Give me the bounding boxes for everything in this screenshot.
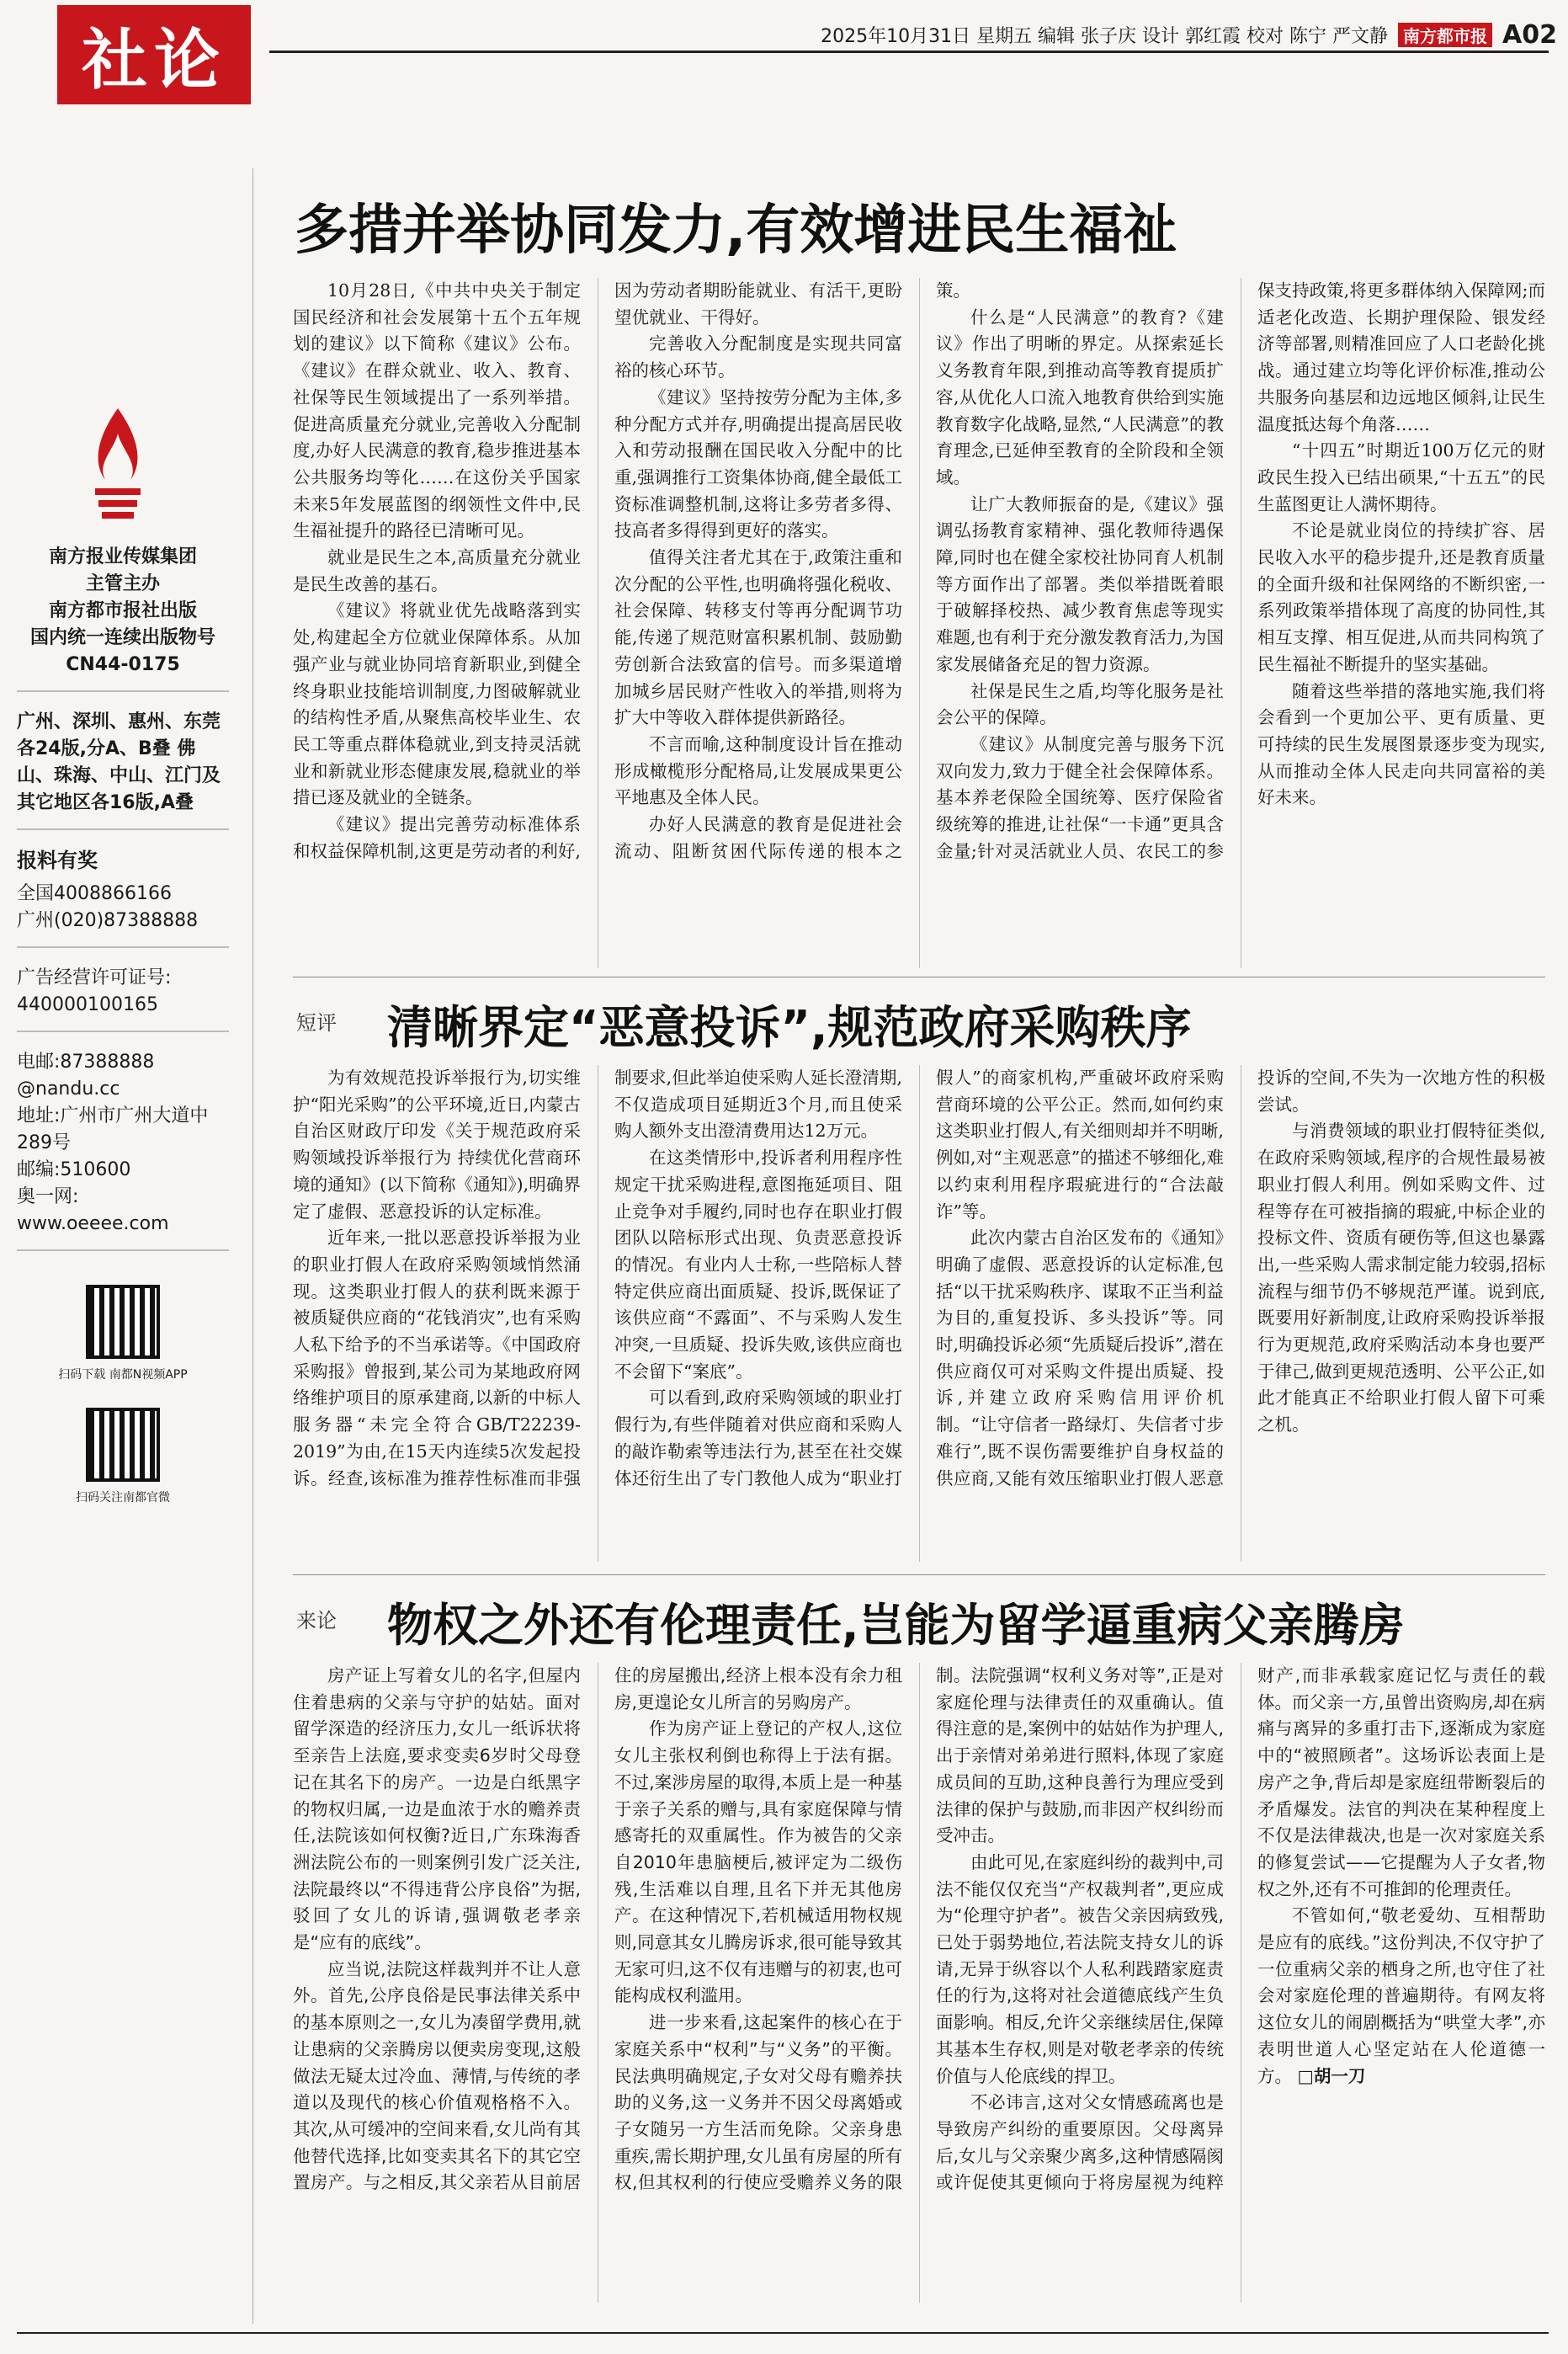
paragraph: 《建议》坚持按劳分配为主体,多种分配方式并存,明确提出提高居民收入和劳动报酬在国民收入分配中的比重,强调推行工资集体协商,健全最低工资标准调整机制,这将让多劳者多得、技高者多得得到更好的落实。 bbox=[614, 386, 902, 541]
article2-body bbox=[293, 1065, 1545, 1562]
ad-license-number: 440000100165 bbox=[17, 994, 158, 1015]
paragraph: 不言而喻,这种制度设计旨在推动形成橄榄形分配格局,让发展成果更公平地惠及全体人民。 bbox=[614, 733, 902, 808]
website-link[interactable]: www.oeeee.com bbox=[17, 1213, 169, 1234]
paragraph: 社保是民生之盾,均等化服务是社会公平的保障。 bbox=[936, 680, 1224, 728]
paragraph: 办好人民满意的教育是促进社会流动、阻断贫困代际传递的根本之策。 bbox=[614, 280, 970, 861]
paragraph: 《建议》提出完善劳动标准体系和权益保障机制,这更是劳动者的利好,因为劳动者期盼能就业、有活干,更盼望优就业、干得好。 bbox=[293, 280, 902, 861]
tips-phone: 广州(020)87388888 bbox=[17, 910, 199, 931]
paragraph: 近年来,一批以恶意投诉举报为业的职业打假人在政府采购领域悄然涌现。这类职业打假人的获利既来源于被质疑供应商的“花钱消灾”,也有采购人私下给予的不当承诺等。《中国政府采购报》曾报到,某公司为某地政府网络维护项目的原承建商,以新的中标人服务器“未完全符合GB/T22239-2019”为由,在15天内连续5次发起投诉。经查,该标准为推荐性标准而非强制要求,但此举迫使采购人延长澄清期,不仅造成项目延期近3个月,而且使采购人额外支出澄清费用达12万元。 bbox=[293, 1068, 902, 1489]
author-byline: □胡一刀 bbox=[1297, 2065, 1366, 2086]
section-tag: 社论 bbox=[57, 5, 251, 104]
tips-title: 报料有奖 bbox=[17, 849, 98, 872]
contact-block bbox=[17, 1044, 229, 1251]
sidebar-divider bbox=[252, 168, 253, 2324]
date-line: 2025年10月31日 星期五 编辑 张子庆 设计 郭红霞 校对 陈宁 严文静 bbox=[821, 25, 1389, 47]
paragraph: 在这类情形中,投诉者利用程序性规定干扰采购进程,意图拖延项目、阻止竞争对手履约,同时也存在职业打假团队以陪标形式出现、负责恶意投诉的情况。有业内人士称,一些陪标人替特定供应商出面质疑、投诉,既保证了该供应商“不露面”、不与采购人发生冲突,一旦质疑、投诉失败,该供应商也不会留下“案底”。 bbox=[614, 1148, 902, 1382]
paragraph-text: 不管如何,“敬老爱幼、互相帮助是应有的底线。”这份判决,不仅守护了一位重病父亲的栖身之所,也守住了社会对家庭伦理的普遍期待。有网友将这位女儿的闹剧概括为“哄堂大孝”,亦表明世道人心坚定站在人伦道德一方。 bbox=[1257, 1905, 1545, 2086]
paragraph: 什么是“人民满意”的教育?《建议》作出了明晰的界定。从探索延长义务教育年限,到推动高等教育提质扩容,从优化人口流入地教育供给到实施教育数字化战略,显然,“人民满意”的教育理念,已延伸至教育的全阶段和全领域。 bbox=[936, 306, 1224, 487]
masthead-logo: 南方都市报 bbox=[1398, 23, 1492, 47]
qr-code-icon[interactable] bbox=[86, 1285, 160, 1359]
header-meta bbox=[821, 19, 1557, 50]
paragraph: 进一步来看,这起案件的核心在于家庭关系中“权利”与“义务”的平衡。民法典明确规定,子女对父母有赡养扶助的义务,这一义务并不因父母离婚或子女随另一方生活而免除。父亲身患重疾,需长期护理,女儿虽有房屋的所有权,但其权利的行使应受赡养义务的限制。法院强调“权利义务对等”,正是对家庭伦理与法律责任的双重确认。值得注意的是,案例中的姑姑作为护理人,出于亲情对弟弟进行照料,体现了家庭成员间的互助,这种良善行为理应受到法律的保护与鼓励,而非因产权纠纷而受冲击。 bbox=[614, 1665, 1224, 2193]
ad-license-label: 广告经营许可证号: bbox=[17, 967, 172, 988]
paragraph: 随着这些举措的落地实施,我们将会看到一个更加公平、更有质量、更可持续的民生发展图景逐步变为现实,从而推动全体人民走向共同富裕的美好未来。 bbox=[1257, 680, 1545, 808]
tips-block bbox=[17, 842, 229, 948]
issn-label: 国内统一连续出版物号 bbox=[29, 627, 215, 648]
contact-phone: 电邮:87388888 bbox=[17, 1052, 155, 1073]
paragraph: 完善收入分配制度是实现共同富裕的核心环节。 bbox=[614, 333, 902, 381]
contact-email: @nandu.cc bbox=[17, 1078, 120, 1100]
header-rule bbox=[269, 51, 1549, 53]
contact-postcode: 邮编:510600 bbox=[17, 1159, 131, 1180]
tips-phone: 全国4008866166 bbox=[17, 883, 172, 904]
article1-body bbox=[293, 278, 1545, 968]
paragraph: 值得关注者尤其在于,政策注重和次分配的公平性,也明确将强化税收、社会保障、转移支付等再分配调节功能,传递了规范财富积累机制、鼓励勤劳创新合法致富的信号。而多渠道增加城乡居民财产性收入的举措,则将为扩大中等收入群体提供新路径。 bbox=[614, 547, 902, 728]
paragraph: 此次内蒙古自治区发布的《通知》明确了虚假、恶意投诉的认定标准,包括“以干扰采购秩序、谋取不正当利益为目的,重复投诉、多头投诉”等。同时,明确投诉必须“先质疑后投诉”,潜在供应商仅可对采购文件提出质疑、投诉,并建立政府采购信用评价机制。“让守信者一路绿灯、失信者寸步难行”,既不误伤需要维护自身权益的供应商,又能有效压缩职业打假人恶意投诉的空间,不失为一次地方性的积极尝试。 bbox=[936, 1068, 1545, 1489]
page-number: A02 bbox=[1502, 19, 1557, 50]
paragraph: “十四五”时期近100万亿元的财政民生投入已结出硕果,“十五五”的民生蓝图更让人满怀期待。 bbox=[1257, 440, 1545, 514]
paragraph: 与消费领域的职业打假特征类似,在政府采购领域,程序的合规性最易被职业打假人利用。例如采购文件、过程等存在可被指摘的瑕疵,中标企业的投标文件、资质有硬伤等,但这也暴露出,一些采购人需求制定能力较弱,招标流程与细节仍不够规范严谨。说到底,既要用好新制度,让政府采购投诉举报行为更规范,政府采购活动本身也要严于律己,做到更规范透明、公平公正,如此才能真正不给职业打假人留下可乘之机。 bbox=[1257, 1121, 1545, 1435]
paragraph: 应当说,法院这样裁判并不让人意外。首先,公序良俗是民事法律关系中的基本原则之一,女儿为凑留学费用,就让患病的父亲腾房以便卖房变现,这般做法无疑太过冷血、薄情,与传统的孝道以及现代的核心价值观格格不入。其次,从可缓冲的空间来看,女儿尚有其他替代选择,比如变卖其名下的其它空置房产。与之相反,其父亲若从目前居住的房屋搬出,经济上根本没有余力租房,更遑论女儿所言的另购房产。 bbox=[293, 1665, 902, 2193]
paragraph: 《建议》将就业优先战略落到实处,构建起全方位就业保障体系。从加强产业与就业协同培育新职业,到健全终身职业技能培训制度,力图破解就业的结构性矛盾,从聚焦高校毕业生、农民工等重点群体稳就业,到支持灵活就业和新就业形态健康发展,稳就业的举措已逐及就业的全链条。 bbox=[293, 600, 581, 808]
paragraph: 为有效规范投诉举报行为,切实维护“阳光采购”的公平环境,近日,内蒙古自治区财政厅印发《关于规范政府采购领域投诉举报行为 持续优化营商环境的通知》(以下简称《通知》),明确界定了虚假、恶意投诉的认定标准。 bbox=[293, 1068, 581, 1222]
qr-code-icon[interactable] bbox=[86, 1408, 160, 1482]
paragraph: 10月28日,《中共中央关于制定国民经济和社会发展第十五个五年规划的建议》以下简称《建议》公布。《建议》在群众就业、收入、教育、社保等民生领域提出了一系列举措。促进高质量充分就业,完善收入分配制度,办好人民满意的教育,稳步推进基本公共服务均等化……在这份关乎国家未来5年发展蓝图的纲领性文件中,民生福祉提升的路径已清晰可见。 bbox=[293, 280, 581, 541]
paragraph: 由此可见,在家庭纠纷的裁判中,司法不能仅仅充当“产权裁判者”,更应成为“伦理守护者”。被告父亲因病致残,已处于弱势地位,若法院支持女儿的诉请,无异于纵容以个人私利践踏家庭责任的行为,这将对社会道德底线产生负面影响。相反,允许父亲继续居住,保障其基本生存权,则是对敬老孝亲的传统价值与人伦底线的捍卫。 bbox=[936, 1851, 1224, 2086]
paragraph: 就业是民生之本,高质量充分就业是民生改善的基石。 bbox=[293, 547, 581, 594]
publisher-line: 南方报业传媒集团 bbox=[48, 546, 197, 567]
publisher-line: 南方都市报社出版 bbox=[48, 600, 197, 621]
sidebar bbox=[17, 539, 229, 1886]
paragraph: 《建议》从制度完善与服务下沉双向发力,致力于健全社会保障体系。基本养老保险全国统筹、医疗保险省级统筹的推进,让社保“一卡通”更具含金量;针对灵活就业人员、农民工的参保支持政策,将更多群体纳入保障网;而适老化改造、长期护理保险、银发经济等部署,则精准回应了人口老龄化挑战。通过建立均等化评价标准,推动公共服务向基层和边远地区倾斜,让民生温度抵达每个角落…… bbox=[936, 280, 1545, 861]
kicker-label: 短评 bbox=[296, 1011, 337, 1035]
article2-headline: 清晰界定“恶意投诉”,规范政府采购秩序 bbox=[387, 1001, 1192, 1054]
contact-address: 地址:广州市广州大道中289号 bbox=[17, 1105, 209, 1153]
paragraph: 房产证上写着女儿的名字,但屋内住着患病的父亲与守护的姑姑。面对留学深造的经济压力,女儿一纸诉状将至亲告上法庭,要求变卖6岁时父母登记在其名下的房产。一边是白纸黑字的物权归属,一边是血浓于水的赡养责任,法院该如何权衡?近日,广东珠海香洲法院公布的一则案例引发广泛关注,法院最终以“不得违背公序良俗”为据,驳回了女儿的诉请,强调敬老孝亲是“应有的底线”。 bbox=[293, 1665, 581, 1953]
footer-rule bbox=[17, 2332, 1549, 2334]
main-headline: 多措并举协同发力,有效增进民生福祉 bbox=[295, 200, 1177, 262]
ad-license-block bbox=[17, 960, 229, 1032]
qr-caption: 扫码关注南都官微 bbox=[76, 1491, 170, 1505]
paragraph bbox=[1257, 1903, 1545, 2090]
website-label: 奥一网: bbox=[17, 1186, 79, 1207]
qr-caption: 扫码下载 南都N视频APP bbox=[58, 1368, 188, 1382]
paragraph: 作为房产证上登记的产权人,这位女儿主张权利倒也称得上于法有据。不过,案涉房屋的取得,本质上是一种基于亲子关系的赠与,具有家庭保障与情感寄托的双重属性。作为被告的父亲自2010年患脑梗后,被评定为二级伤残,生活难以自理,且名下并无其他房产。在这种情况下,若机械适用物权规则,同意其女儿腾房诉求,很可能导致其无家可归,这不仅有违赠与的初衷,也可能构成权利滥用。 bbox=[614, 1718, 902, 2006]
editions: 广州、深圳、惠州、东莞各24版,分A、B叠 佛山、珠海、中山、江门及其它地区各16版,A叠 bbox=[17, 704, 229, 830]
paragraph: 不论是就业岗位的持续扩容、居民收入水平的稳步提升,还是教育质量的全面升级和社保网络的不断织密,一系列政策举措体现了高度的协同性,其相互支撑、相互促进,从而共同构筑了民生福祉不断提升的坚实基础。 bbox=[1257, 520, 1545, 674]
qr-block bbox=[17, 1285, 229, 1505]
section-divider bbox=[293, 1574, 1545, 1575]
flame-logo-icon bbox=[80, 404, 156, 530]
issn: CN44-0175 bbox=[66, 654, 180, 675]
paragraph: 不必讳言,这对父女情感疏离也是导致房产纠纷的重要原因。父母离异后,女儿与父亲聚少离多,这种情感隔阂或许促使其更倾向于将房屋视为纯粹财产,而非承载家庭记忆与责任的载体。而父亲一方,虽曾出资购房,却在病痛与离异的多重打击下,逐渐成为家庭中的“被照顾者”。这场诉讼表面上是房产之争,背后却是家庭纽带断裂后的矛盾爆发。法官的判决在某种程度上不仅是法律裁决,也是一次对家庭关系的修复尝试——它提醒为人子女者,物权之外,还有不可推卸的伦理责任。 bbox=[936, 1665, 1545, 2193]
article3-body bbox=[293, 1663, 1545, 2303]
publisher-block bbox=[17, 539, 229, 692]
paragraph: 让广大教师振奋的是,《建议》强调弘扬教育家精神、强化教师待遇保障,同时也在健全家校社协同育人机制等方面作出了部署。类似举措既着眼于破解择校热、减少教育焦虑等现实难题,也有利于充分激发教育活力,为国家发展储备充足的智力资源。 bbox=[936, 493, 1224, 674]
paragraph: 可以看到,政府采购领域的职业打假行为,有些伴随着对供应商和采购人的敲诈勒索等违法行为,甚至在社交媒体还衍生出了专门教他人成为“职业打假人”的商家机构,严重破坏政府采购营商环境的公平公正。然而,如何约束这类职业打假人,有关细则却并不明晰,例如,对“主观恶意”的描述不够细化,难以约束利用程序瑕疵进行的“合法敲诈”等。 bbox=[614, 1068, 1224, 1489]
kicker-label: 来论 bbox=[296, 1609, 337, 1632]
publisher-line: 主管主办 bbox=[85, 573, 160, 594]
article3-headline: 物权之外还有伦理责任,岂能为留学逼重病父亲腾房 bbox=[387, 1599, 1405, 1652]
